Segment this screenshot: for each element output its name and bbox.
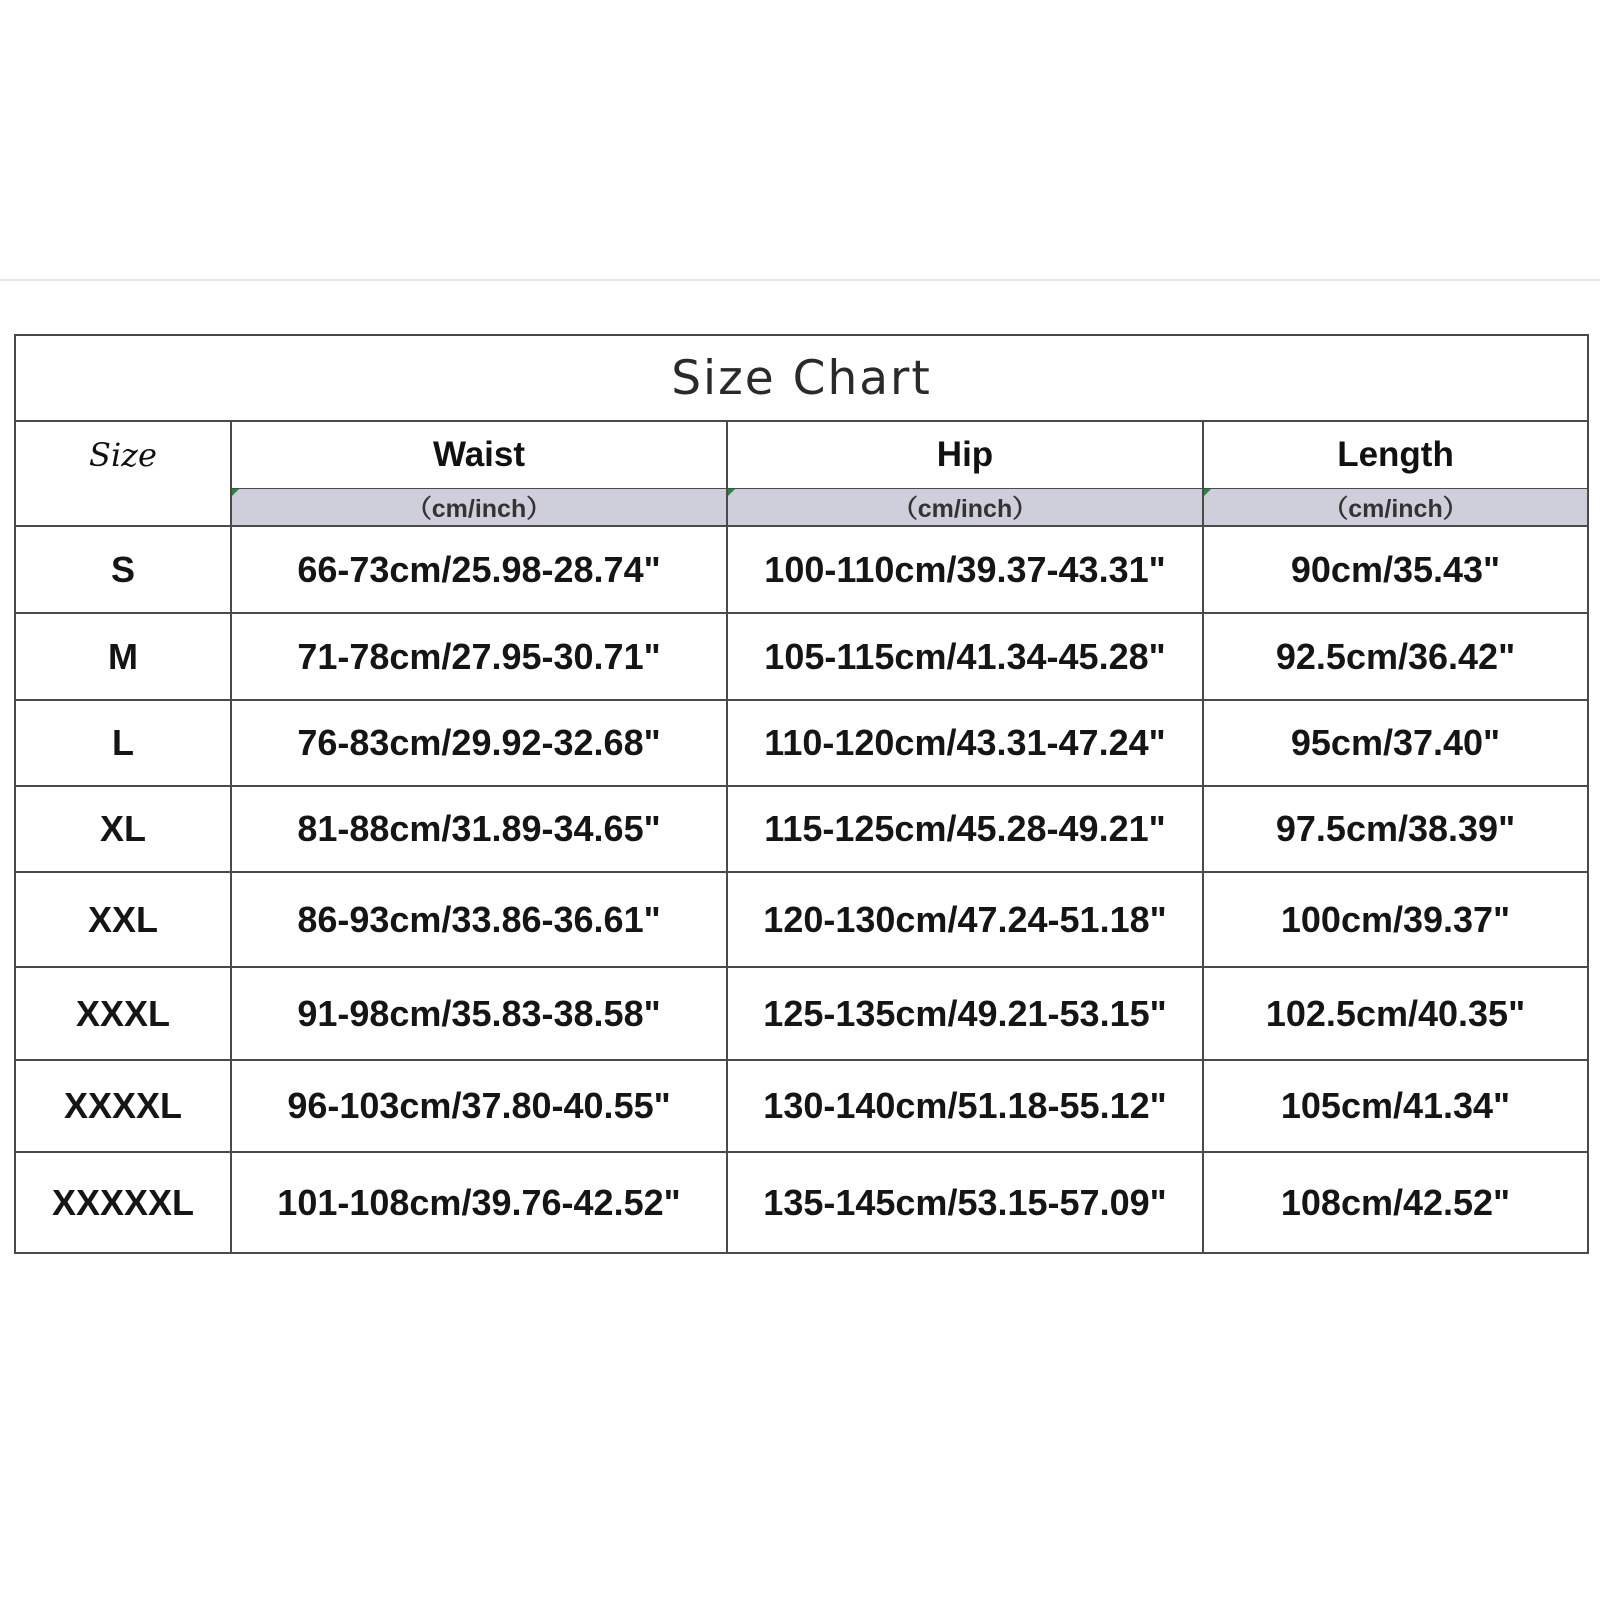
length-cell: 108cm/42.52" xyxy=(1203,1152,1588,1253)
size-cell: XXXXXL xyxy=(15,1152,231,1253)
hip-cell: 135-145cm/53.15-57.09" xyxy=(727,1152,1203,1253)
waist-cell: 91-98cm/35.83-38.58" xyxy=(231,967,727,1060)
length-cell: 97.5cm/38.39" xyxy=(1203,786,1588,872)
length-column-header: Length xyxy=(1203,421,1588,489)
table-row xyxy=(15,967,1588,1060)
top-divider xyxy=(0,279,1600,281)
size-chart-title: Size Chart xyxy=(15,335,1588,421)
waist-cell: 76-83cm/29.92-32.68" xyxy=(231,700,727,786)
waist-column-header: Waist xyxy=(231,421,727,489)
length-cell: 95cm/37.40" xyxy=(1203,700,1588,786)
waist-cell: 86-93cm/33.86-36.61" xyxy=(231,872,727,967)
hip-cell: 130-140cm/51.18-55.12" xyxy=(727,1060,1203,1152)
waist-cell: 96-103cm/37.80-40.55" xyxy=(231,1060,727,1152)
table-row xyxy=(15,613,1588,700)
size-unit-blank xyxy=(15,489,231,527)
table-row xyxy=(15,526,1588,613)
size-cell: XXL xyxy=(15,872,231,967)
size-column-header: Size xyxy=(15,421,231,489)
waist-cell: 71-78cm/27.95-30.71" xyxy=(231,613,727,700)
hip-cell: 115-125cm/45.28-49.21" xyxy=(727,786,1203,872)
size-cell: L xyxy=(15,700,231,786)
unit-row xyxy=(15,489,1588,527)
length-cell: 90cm/35.43" xyxy=(1203,526,1588,613)
size-cell: M xyxy=(15,613,231,700)
length-cell: 105cm/41.34" xyxy=(1203,1060,1588,1152)
title-row xyxy=(15,335,1588,421)
length-unit-label: （cm/inch） xyxy=(1203,489,1588,527)
table-row xyxy=(15,1152,1588,1253)
hip-cell: 110-120cm/43.31-47.24" xyxy=(727,700,1203,786)
header-row xyxy=(15,421,1588,489)
waist-cell: 66-73cm/25.98-28.74" xyxy=(231,526,727,613)
size-chart-table xyxy=(14,334,1589,1254)
table-row xyxy=(15,786,1588,872)
size-cell: XL xyxy=(15,786,231,872)
length-cell: 102.5cm/40.35" xyxy=(1203,967,1588,1060)
hip-cell: 105-115cm/41.34-45.28" xyxy=(727,613,1203,700)
length-cell: 100cm/39.37" xyxy=(1203,872,1588,967)
length-cell: 92.5cm/36.42" xyxy=(1203,613,1588,700)
size-cell: S xyxy=(15,526,231,613)
size-cell: XXXXL xyxy=(15,1060,231,1152)
table-row xyxy=(15,872,1588,967)
hip-column-header: Hip xyxy=(727,421,1203,489)
waist-unit-label: （cm/inch） xyxy=(231,489,727,527)
hip-cell: 100-110cm/39.37-43.31" xyxy=(727,526,1203,613)
waist-cell: 101-108cm/39.76-42.52" xyxy=(231,1152,727,1253)
table-row xyxy=(15,700,1588,786)
hip-cell: 125-135cm/49.21-53.15" xyxy=(727,967,1203,1060)
waist-cell: 81-88cm/31.89-34.65" xyxy=(231,786,727,872)
hip-cell: 120-130cm/47.24-51.18" xyxy=(727,872,1203,967)
size-cell: XXXL xyxy=(15,967,231,1060)
hip-unit-label: （cm/inch） xyxy=(727,489,1203,527)
table-row xyxy=(15,1060,1588,1152)
